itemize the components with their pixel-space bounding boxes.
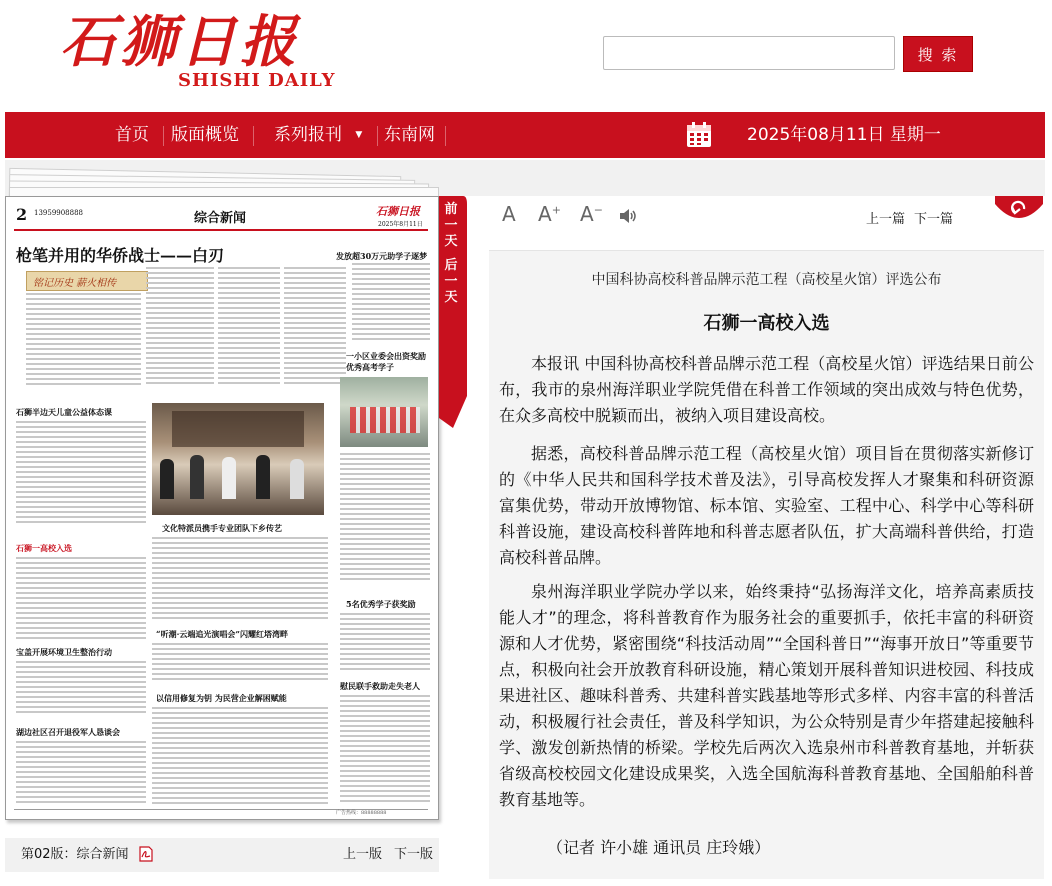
nav-item-overview[interactable]: 版面概览: [171, 125, 239, 145]
minus-icon: −: [593, 203, 603, 217]
paper-footer: [5, 838, 439, 872]
pdf-icon[interactable]: [138, 846, 154, 862]
text-column: [340, 613, 430, 673]
speaker-icon[interactable]: [618, 207, 638, 225]
font-reset-button[interactable]: A: [502, 202, 516, 226]
nav-divider: [163, 126, 164, 146]
font-increase-label: A: [538, 202, 552, 226]
page-masthead: 石狮日报: [376, 205, 420, 218]
text-column: [16, 421, 146, 525]
font-decrease-label: A: [580, 202, 594, 226]
story-headline[interactable]: 石狮半边天儿童公益体态课: [16, 407, 112, 417]
current-date: 2025年08月11日 星期一: [747, 125, 941, 145]
culture-photo: [152, 403, 324, 515]
text-column: [148, 261, 208, 389]
text-column: [340, 695, 430, 807]
search-input[interactable]: [603, 36, 895, 70]
story-headline[interactable]: 一小区业委会出资奖励优秀高考学子: [346, 351, 426, 372]
history-banner: [26, 271, 148, 291]
text-column: [340, 453, 430, 583]
main-nav: [5, 112, 1045, 158]
font-decrease-button[interactable]: [580, 202, 603, 226]
article-title: 石狮一高校入选: [703, 313, 830, 334]
plus-icon: +: [551, 203, 561, 217]
history-banner-text: 铭记历史 薪火相传: [33, 278, 117, 289]
story-headline[interactable]: 5名优秀学子获奖励: [346, 599, 416, 609]
page-number: 2: [16, 205, 28, 224]
story-headline[interactable]: 湖边社区召开退役军人恳谈会: [16, 727, 120, 737]
back-button[interactable]: [995, 196, 1043, 224]
story-headline[interactable]: “听潮·云端追光演唱会”闪耀红塔湾畔: [156, 629, 288, 639]
text-column: [16, 741, 146, 807]
prev-day-label: 前 一 天: [444, 202, 458, 249]
text-column: [152, 707, 328, 807]
story-headline-active[interactable]: 石狮一高校入选: [16, 543, 72, 553]
logo-text-en: SHISHI DAILY: [178, 70, 336, 91]
edition-label: 第02版：综合新闻: [21, 847, 129, 862]
text-column: [218, 267, 280, 389]
story-headline[interactable]: 文化特派员携手专业团队下乡传艺: [162, 523, 282, 533]
text-column: [352, 263, 430, 343]
story-headline[interactable]: 宝盖开展环境卫生整治行动: [16, 647, 112, 657]
article-byline: （记者 许小雄 通讯员 庄玲娥）: [547, 838, 771, 857]
text-column: [16, 557, 146, 641]
search-button[interactable]: 搜 索: [903, 36, 973, 72]
page-section: 综合新闻: [194, 211, 247, 226]
site-logo[interactable]: [60, 9, 336, 94]
article-panel: [489, 250, 1044, 879]
newspaper-page[interactable]: [5, 196, 439, 820]
nav-item-series-label: 系列报刊: [274, 125, 342, 145]
nav-divider: [445, 126, 446, 146]
nav-divider: [253, 126, 254, 146]
lead-headline[interactable]: 枪笔并用的华侨战士——白刃: [16, 246, 225, 265]
text-column: [152, 643, 328, 685]
calendar-icon: [686, 122, 712, 148]
page-hotline: 13959908888: [34, 209, 83, 217]
page-rule: [14, 229, 428, 231]
next-day-label: 后 一 天: [444, 258, 458, 305]
nav-item-home[interactable]: 首页: [115, 125, 149, 145]
font-increase-button[interactable]: [538, 202, 561, 226]
caret-down-icon: ▼: [355, 130, 363, 140]
page-date: 2025年8月11日: [378, 221, 423, 228]
story-headline[interactable]: 发放超30万元助学子逐梦: [336, 251, 428, 261]
text-column: [16, 661, 146, 717]
nav-divider: [377, 126, 378, 146]
article-paragraph: 本报讯 中国科协高校科普品牌示范工程（高校星火馆）评选结果日前公布，我市的泉州海洋职业学院凭借在科普工作领域的突出成效与特色优势，在众多高校中脱颖而出，被纳入项目建设高校。: [499, 354, 1034, 425]
article-toolbar: [490, 196, 1044, 236]
prev-edition-link[interactable]: 上一版: [343, 847, 383, 862]
next-edition-link[interactable]: 下一版: [394, 847, 434, 862]
story-headline[interactable]: 慰民联手救助走失老人: [340, 681, 420, 691]
article-paragraph: 泉州海洋职业学院办学以来，始终秉持“弘扬海洋文化，培养高素质技能人才”的理念，将科普教育作为服务社会的重要抓手，依托丰富的科研资源和人才优势，紧密围绕“科技活动周”“全国科普日”“海事开放日”等重要节点，积极向社会开放教育科研设施，精心策划开展科普知识进校园、科技成果进社区、趣味科普秀、共建科普实践基地等形式多样、内容丰富的科普活动，积极履行社会责任，普及科学知识，为公众特别是青少年搭建起接触科学、激发创新热情的桥梁。学校先后两次入选泉州市科普教育基地，并斩获省级高校校园文化建设成果奖，入选全国航海科普教育基地、全国船舶科普教育基地等。: [499, 582, 1034, 809]
nav-item-dnw[interactable]: 东南网: [384, 125, 435, 145]
text-column: [284, 267, 346, 389]
story-headline[interactable]: 以信用修复为钥 为民营企业解困赋能: [156, 693, 287, 703]
text-column: [26, 293, 141, 389]
kids-photo: [340, 377, 428, 447]
nav-item-series[interactable]: [274, 112, 362, 158]
article-pretitle: 中国科协高校科普品牌示范工程（高校星火馆）评选公布: [591, 272, 942, 288]
article-paragraph: 据悉，高校科普品牌示范工程（高校星火馆）项目旨在贯彻落实新修订的《中华人民共和国科学技术普及法》，引导高校发挥人才聚集和科研资源富集优势，带动开放博物馆、标本馆、实验室、工程中心、科学中心等科研科普设施，建设高校科普阵地和科普志愿者队伍，扩大高端科普供给，打造高校科普品牌。: [499, 444, 1034, 567]
logo-text-cn: 石狮日报: [60, 9, 300, 75]
ad-hotline: 广告热线：88888888: [336, 810, 387, 816]
prev-article-link[interactable]: 上一篇: [866, 212, 906, 227]
text-column: [152, 537, 328, 621]
next-article-link[interactable]: 下一篇: [914, 212, 954, 227]
